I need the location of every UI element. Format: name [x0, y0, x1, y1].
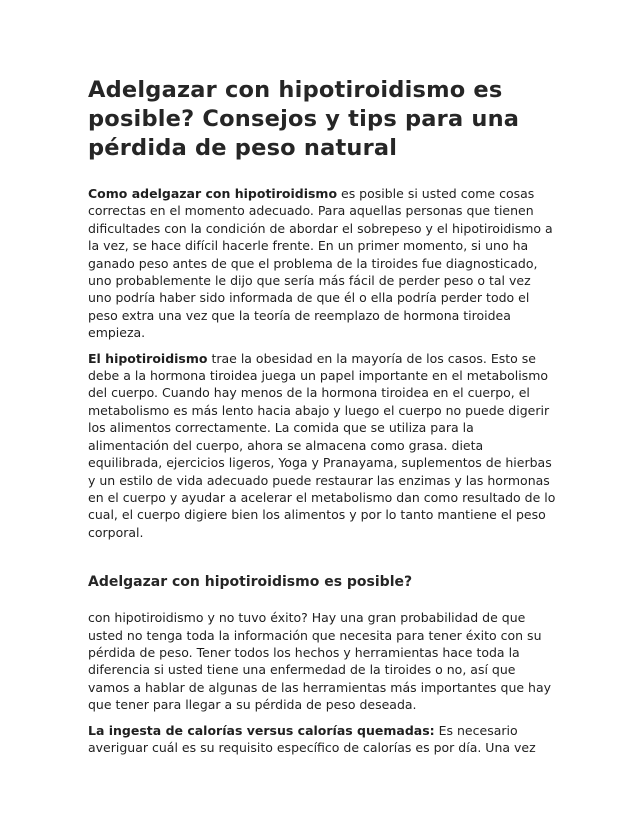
paragraph-tools: con hipotiroidismo y no tuvo éxito? Hay una gran probabilidad de que usted no tenga toda la información que necesita para tener éxito con su pérdida de peso. Tener todos los hechos y herramientas hace toda la diferencia si usted tiene una enfermedad de la tiroides o no, así que vamos a hablar de algunas de las herramientas más importantes que hay que tener para llegar a su pérdida de peso deseada. — [88, 610, 552, 713]
paragraph-calories-bold: La ingesta de calorías versus calorías quemadas: — [88, 722, 435, 738]
paragraph-hypothyroidism-bold: El hipotiroidismo — [88, 350, 208, 366]
document-title: Adelgazar con hipotiroidismo es posible? Consejos y tips para una pérdida de peso natural — [88, 77, 520, 161]
paragraph-hypothyroidism — [88, 350, 558, 541]
paragraph-intro-text: es posible si usted come cosas correctas en el momento adecuado. Para aquellas personas que tienen dificultades con la condición de abordar el sobrepeso y el hipotiroidismo a la vez, se hace difícil hacerle frente. En un primer momento, si uno ha ganado peso antes de que el problema de la tiroides fue diagnosticado, uno probablemente le dijo que sería más fácil de perder peso o tal vez uno podría haber sido informada de que él o ella podría perder todo el peso extra una vez que la teoría de reemplazo de hormona tiroidea empieza. — [88, 186, 553, 341]
document-page — [88, 76, 558, 764]
paragraph-intro-bold: Como adelgazar con hipotiroidismo — [88, 186, 338, 201]
paragraph-calories — [88, 722, 558, 757]
paragraph-hypothyroidism-text: trae la obesidad en la mayoría de los casos. Esto se debe a la hormona tiroidea juega un papel importante en el metabolismo del cuerpo. Cuando hay menos de la hormona tiroidea en el cuerpo, el metabolismo es más lento hacia abajo y luego el cuerpo no puede digerir los alimentos correctamente. La comida que se utiliza para la alimentación del cuerpo, ahora se almacena como grasa. dieta equilibrada, ejercicios ligeros, Yoga y Pranayama, suplementos de hierbas y un estilo de vida adecuado puede restaurar las enzimas y las hormonas en el cuerpo y ayudar a acelerar el metabolismo dan como resultado de lo cual, el cuerpo digiere bien los alimentos y por lo tanto mantiene el peso corporal. — [88, 350, 556, 540]
section-heading: Adelgazar con hipotiroidismo es posible? — [88, 574, 413, 591]
paragraph-calories-text: Es necesario averiguar cuál es su requisito específico de calorías es por día. Una vez — [88, 722, 536, 755]
paragraph-intro — [88, 185, 558, 342]
